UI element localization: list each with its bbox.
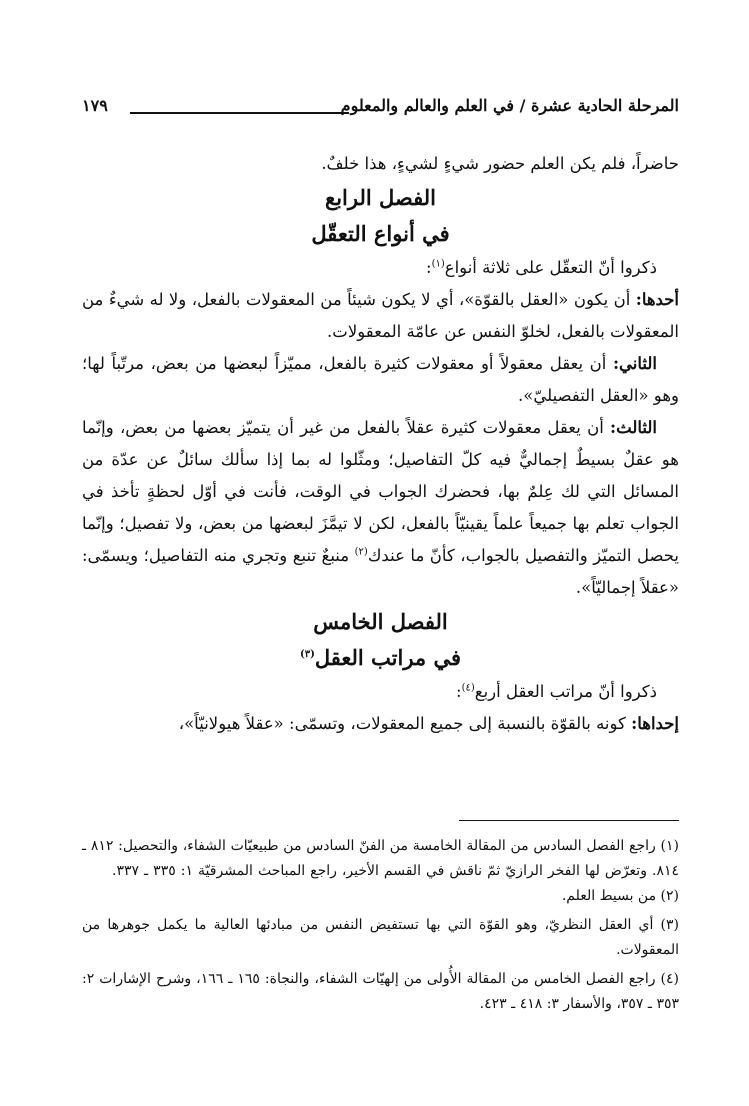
footnote-2: (٢) من بسيط العلم. [561, 888, 679, 904]
footnote-ref-2: (٢) [354, 546, 368, 558]
paragraph-continuation: حاضراً، فلم يكن العلم حضور شيءٍ لشيءٍ، هذا خلفٌ. [321, 154, 679, 173]
running-header [82, 94, 679, 124]
footnote-4: (٤) راجع الفصل الخامس من المقالة الأُولى من إلهيّات الشفاء، والنجاة: ١٦٥ ـ ١٦٦، وشرح الإشارات ٢: ٣٥٣ ـ ٣٥٧، والأسفار ٣: ٤١٨ ـ ٤٢٣. [82, 971, 679, 1012]
rank-1-lead: إحداها: [631, 714, 679, 733]
footnote-1: (١) راجع الفصل السادس من المقالة الخامسة من الفنّ السادس من طبيعيّات الشفاء، والتحصيل: ٨١٢ ـ ٨١٤. وتعرّض لها الفخر الرازيّ ثمّ ناقش في القسم الأخير، راجع المباحث المشرقيّة ١: ٣٣٥ ـ ٣٣٧. [82, 838, 679, 879]
paragraph-intro-ranks [82, 676, 679, 708]
header-rule [130, 112, 349, 114]
footnote-ref-1: (١) [431, 258, 445, 270]
chapter-5-subheading-wrap [82, 640, 679, 676]
footnote-3: (٣) أي العقل النظريّ، وهو القوّة التي بها تستفيض النفس من مبادئها العالية ما يكمل جوهرها من المعقولات. [82, 917, 679, 958]
main-text [82, 148, 679, 740]
header-title: المرحلة الحادية عشرة / في العلم والعالم والمعلوم [340, 96, 679, 115]
type-1-text: أن يكون «العقل بالقوّة»، أي لا يكون شيئاً من المعقولات بالفعل، ولا له شيءٌ من المعقولات بالفعل، لخلوّ النفس عن عامّة المعقولات. [82, 290, 679, 341]
rank-1-text: كونه بالقوّة بالنسبة إلى جميع المعقولات، وتسمّى: «عقلاً هيولانيّاً»، [178, 714, 632, 733]
paragraph-intro-types [82, 252, 679, 284]
chapter-4-heading: الفصل الرابع [325, 185, 436, 210]
footnote-separator [459, 820, 679, 821]
footnote-ref-3: (٣) [299, 649, 315, 660]
intro-types-colon: : [426, 258, 432, 277]
type-1-lead: أحدها: [635, 290, 679, 309]
paragraph-type-3 [82, 412, 679, 604]
type-2-text: أن يعقل معقولاً أو معقولات كثيرة بالفعل، مميّزاً لبعضها من بعض، مرتّباً لها؛ وهو «العقل التفصيليّ». [82, 354, 679, 405]
chapter-5-subheading: في مراتب العقل [314, 645, 462, 670]
intro-ranks-colon: : [456, 682, 462, 701]
type-3-text-a: أن يعقل معقولات كثيرة عقلاً بالفعل من غير أن يتميّز بعضها من بعض، وإنّما هو عقلٌ بسيطٌ إجماليٌّ فيه كلّ التفاصيل؛ ومثّلوا له بما إذا سألك سائلٌ عن عدّة من المسائل التي لك عِلمٌ بها، فحضرك الجواب في الوقت، فأنت في أوّل لحظةٍ تأخذ في الجواب تعلم بها جميعاً علماً يقينيّاً بالفعل، لكن لا تيمَّزَ لبعضها من بعض، ولا تفصيل؛ وإنّما يحصل التميّز والتفصيل بالجواب، كأنّ ما عندك [82, 418, 679, 565]
chapter-4-subheading: في أنواع التعقّل [311, 221, 450, 246]
intro-ranks-text: ذكروا أنّ مراتب العقل أربع [474, 682, 657, 701]
footnote-1-2 [82, 834, 679, 909]
paragraph-type-1 [82, 284, 679, 348]
type-2-lead: الثاني: [612, 354, 657, 373]
intro-types-text: ذكروا أنّ التعقّل على ثلاثة أنواع [444, 258, 657, 277]
footnote-ref-4: (٤) [461, 682, 475, 694]
paragraph-rank-1 [82, 708, 679, 740]
chapter-5-heading: الفصل الخامس [313, 609, 448, 634]
footnotes [82, 834, 679, 1021]
type-3-lead: الثالث: [610, 418, 657, 437]
paragraph-type-2 [82, 348, 679, 412]
type-3-text-b: منبعٌ تنبع وتجري منه التفاصيل؛ ويسمّى: «عقلاً إجماليّاً». [82, 546, 679, 597]
page-number: ١٧٩ [82, 96, 108, 115]
